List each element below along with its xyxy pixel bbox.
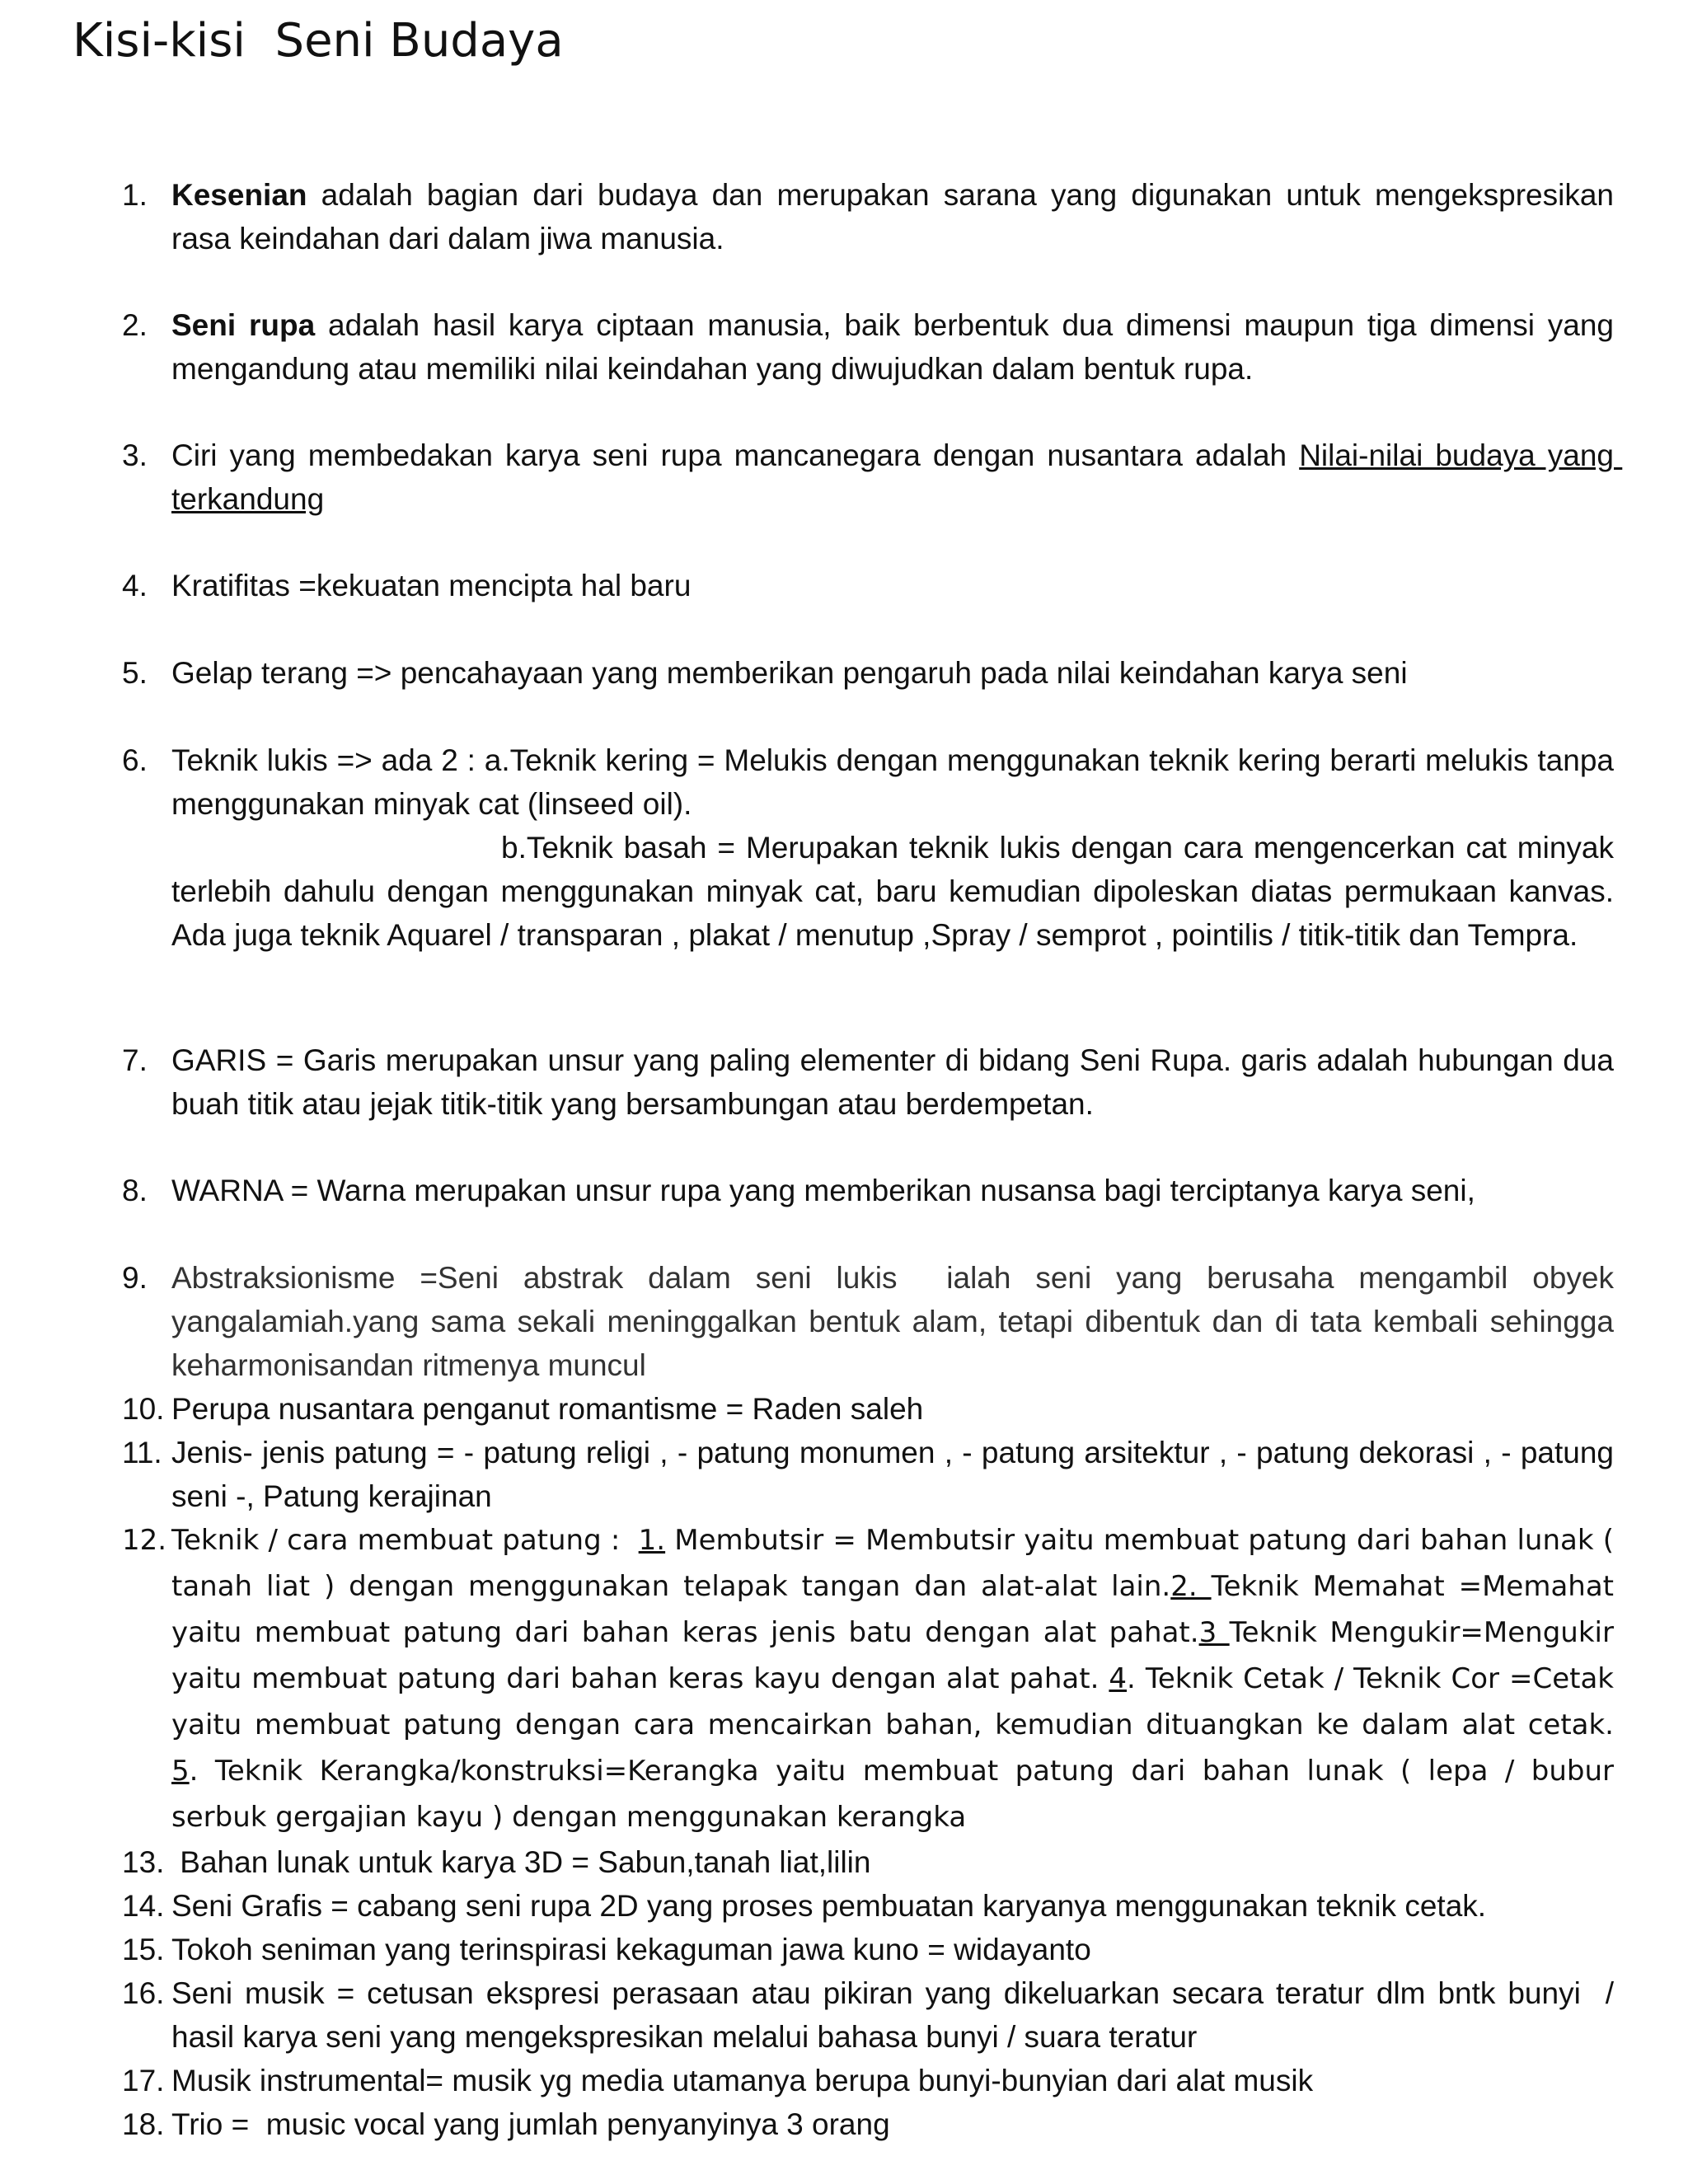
- text-run: Teknik Memahat =Memahat yaitu membuat patung dari bahan keras jenis batu dengan alat pahat.: [171, 1570, 1623, 1649]
- item-underlined-answer: Nilai-nilai budaya yang terkandung: [171, 438, 1623, 516]
- list-item: [122, 1431, 1623, 1518]
- item-term: Seni rupa: [171, 308, 316, 342]
- page-title: Kisi-kisi Seni Budaya: [73, 14, 564, 68]
- item-number: 2.: [122, 308, 148, 342]
- item-number: 5.: [122, 656, 148, 690]
- step-number: 3: [1198, 1616, 1230, 1649]
- list-item: [122, 434, 1623, 521]
- list-item: [122, 651, 1614, 695]
- list-item: [122, 738, 1623, 957]
- item-term: Kesenian: [171, 178, 307, 212]
- item-text: Gelap terang => pencahayaan yang memberikan pengaruh pada nilai keindahan karya seni: [171, 656, 1408, 690]
- list-item: [122, 303, 1623, 391]
- item-number: 3.: [122, 438, 148, 472]
- text-run: . Teknik Cetak / Teknik Cor =Cetak yaitu membuat patung dengan cara mencairkan bahan, kemudian dituangkan ke dalam alat cetak.: [171, 1662, 1641, 1741]
- text-run: Membutsir = Membutsir yaitu membuat patung dari bahan lunak ( tanah liat ) dengan menggunakan telapak tangan dan alat-alat lain.: [171, 1524, 1623, 1603]
- list-item: [122, 173, 1623, 260]
- step-number: 2.: [1170, 1570, 1212, 1603]
- list-item: [122, 1038, 1623, 1126]
- step-number: 4: [1109, 1662, 1128, 1695]
- text-run: . Teknik Kerangka/konstruksi=Kerangka yaitu membuat patung dari bahan lunak ( lepa / bubur serbuk gergajian kayu ) dengan menggunakan kerangka: [171, 1755, 1623, 1834]
- item-number: 12.: [122, 1524, 167, 1557]
- item-number: 7.: [122, 1043, 148, 1077]
- item-number: 13.: [122, 1845, 165, 1879]
- list-item: [122, 2059, 1614, 2102]
- item-text: [171, 303, 1623, 391]
- text-run: Teknik / cara membuat patung :: [171, 1524, 639, 1557]
- item-number: 18.: [122, 2107, 165, 2141]
- item-number: 14.: [122, 1889, 165, 1923]
- list-item: [122, 1256, 1623, 1387]
- item-text: [171, 173, 1623, 260]
- item-number: 16.: [122, 1976, 165, 2010]
- item-number: 8.: [122, 1174, 148, 1207]
- step-number: 1.: [638, 1524, 666, 1557]
- item-text: [171, 434, 1623, 521]
- item-text: [171, 738, 1623, 957]
- item-definition: Ciri yang membedakan karya seni rupa mancanegara dengan nusantara adalah: [171, 438, 1300, 472]
- item-text: [171, 1517, 1641, 1840]
- item-text: Trio = music vocal yang jumlah penyanyinya 3 orang: [171, 2107, 890, 2141]
- technique-b: b.Teknik basah = Merupakan teknik lukis dengan cara mengencerkan cat minyak terlebih dahulu dengan menggunakan minyak cat, baru kemudian dipoleskan diatas permukaan kanvas. Ada juga teknik Aquarel / transparan , plakat / menutup ,Spray / semprot , pointilis / titik-titik dan Tempra.: [171, 831, 1623, 952]
- item-text: Musik instrumental= musik yg media utamanya berupa bunyi-bunyian dari alat musik: [171, 2064, 1314, 2097]
- item-definition: adalah hasil karya ciptaan manusia, baik berbentuk dua dimensi maupun tiga dimensi yang mengandung atau memiliki nilai keindahan yang diwujudkan dalam bentuk rupa.: [171, 308, 1623, 386]
- item-text: Jenis- jenis patung = - patung religi , - patung monumen , - patung arsitektur , - patung dekorasi , - patung seni -, Patung kerajinan: [171, 1436, 1623, 1513]
- item-number: 17.: [122, 2064, 165, 2097]
- item-number: 10.: [122, 1392, 165, 1426]
- item-number: 6.: [122, 743, 148, 777]
- list-item: [122, 1928, 1614, 1971]
- item-text: Kratifitas =kekuatan mencipta hal baru: [171, 569, 692, 602]
- item-text: Bahan lunak untuk karya 3D = Sabun,tanah liat,lilin: [171, 1845, 871, 1879]
- item-text: Seni Grafis = cabang seni rupa 2D yang proses pembuatan karyanya menggunakan teknik cetak.: [171, 1889, 1487, 1923]
- list-item: [122, 564, 1614, 607]
- item-number: 9.: [122, 1261, 148, 1295]
- list-item: [122, 1884, 1614, 1928]
- list-item: [122, 1840, 1614, 1884]
- item-text: WARNA = Warna merupakan unsur rupa yang memberikan nusansa bagi terciptanya karya seni,: [171, 1174, 1475, 1207]
- item-definition: adalah bagian dari budaya dan merupakan sarana yang digunakan untuk mengekspresikan rasa keindahan dari dalam jiwa manusia.: [171, 178, 1623, 255]
- technique-a: Teknik lukis => ada 2 : a.Teknik kering = Melukis dengan menggunakan teknik kering berarti melukis tanpa menggunakan minyak cat (linseed oil).: [171, 743, 1623, 821]
- list-item: [122, 1517, 1641, 1840]
- item-text: Perupa nusantara penganut romantisme = Raden saleh: [171, 1392, 924, 1426]
- step-number: 5: [171, 1755, 190, 1788]
- item-text: Tokoh seniman yang terinspirasi kekaguman jawa kuno = widayanto: [171, 1933, 1091, 1966]
- text-run: Teknik Mengukir=Mengukir yaitu membuat patung dari bahan keras kayu dengan alat pahat.: [171, 1616, 1623, 1695]
- item-text: Seni musik = cetusan ekspresi perasaan atau pikiran yang dikeluarkan secara teratur dlm bntk bunyi / hasil karya seni yang mengekspresikan melalui bahasa bunyi / suara teratur: [171, 1976, 1623, 2054]
- item-text: GARIS = Garis merupakan unsur yang paling elementer di bidang Seni Rupa. garis adalah hubungan dua buah titik atau jejak titik-titik yang bersambungan atau berdempetan.: [171, 1043, 1623, 1121]
- list-item: [122, 1971, 1623, 2059]
- item-number: 1.: [122, 178, 148, 212]
- item-text: Abstraksionisme =Seni abstrak dalam seni lukis ialah seni yang berusaha mengambil obyek yangalamiah.yang sama sekali meninggalkan bentuk alam, tetapi dibentuk dan di tata kembali sehingga keharmonisandan ritmenya muncul: [171, 1261, 1623, 1382]
- item-number: 4.: [122, 569, 148, 602]
- list-item: [122, 2102, 1614, 2146]
- list-item: [122, 1169, 1614, 1212]
- item-number: 15.: [122, 1933, 165, 1966]
- list-item: [122, 1387, 1614, 1431]
- item-number: 11.: [122, 1436, 162, 1469]
